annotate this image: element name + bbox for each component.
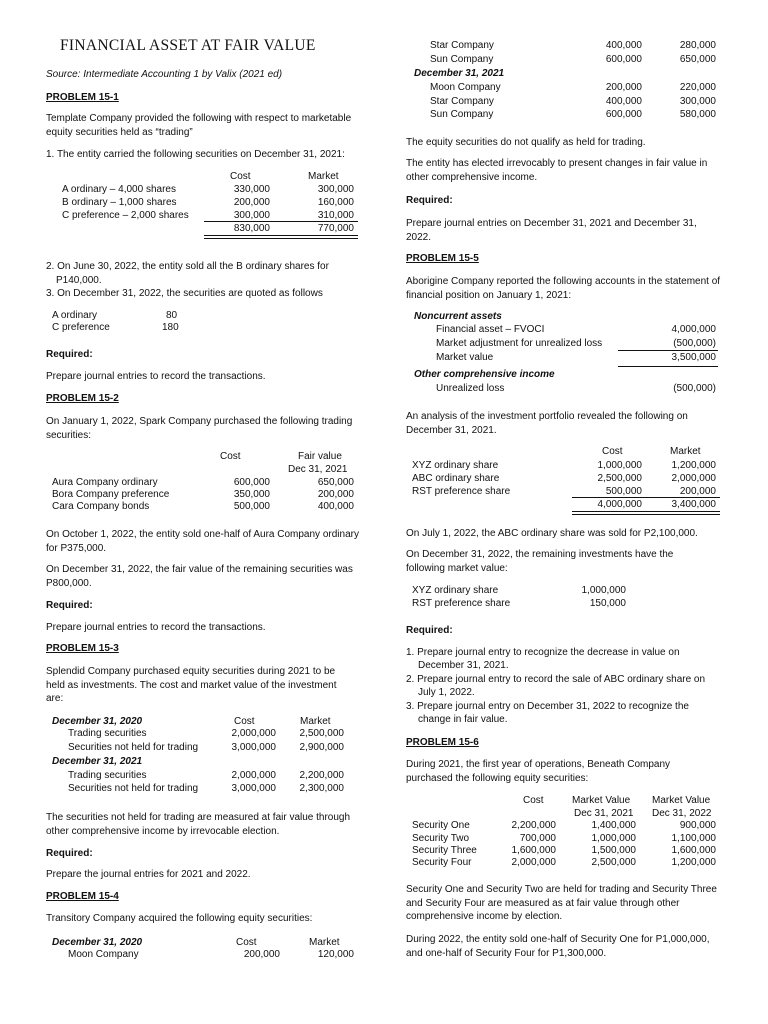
p5-para2: On December 31, 2022, the remaining investments have the following market value: [406, 549, 674, 574]
p1-item1: 1. The entity carried the following securities on December 31, 2021: [46, 149, 345, 160]
source-line: Source: Intermediate Accounting 1 by Valix (2021 ed) [46, 69, 283, 80]
p6-row-cost: 700,000 [519, 833, 556, 844]
p1-instruction: Prepare journal entries to record the transactions. [46, 371, 266, 382]
p5-row-cost: 1,000,000 [597, 460, 642, 471]
p2-para2: On December 31, 2022, the fair value of the remaining securities was P800,000. [46, 564, 353, 589]
p1-total-cost: 830,000 [233, 223, 270, 234]
p3-row-cost: 2,000,000 [231, 770, 276, 781]
p6-intro: During 2021, the first year of operations, Beneath Company purchased the following equity securities: [406, 759, 671, 784]
p4-row-cost: 400,000 [605, 96, 642, 107]
p1-row-name: B ordinary – 1,000 shares [62, 197, 177, 208]
p4-row-name: Sun Company [430, 54, 494, 65]
p3-row-market: 2,300,000 [299, 783, 344, 794]
p5-row-market: 1,200,000 [671, 460, 716, 471]
p3-row-name: Trading securities [68, 728, 147, 739]
p2-row-cost: 600,000 [233, 477, 270, 488]
p5-heading: PROBLEM 15-5 [406, 253, 479, 264]
p5-mv-value: 3,500,000 [671, 352, 716, 363]
p2-row-name: Aura Company ordinary [52, 477, 158, 488]
p6-row-name: Security Four [412, 857, 472, 868]
p5-mv-label: Market value [436, 352, 494, 363]
p4-row-name: Moon Company [430, 82, 501, 93]
p5-mv-row-name: XYZ ordinary share [412, 585, 499, 596]
p3-intro: Splendid Company purchased equity securities during 2021 to be held as investments. The cost and market value of the investment are: [46, 666, 337, 704]
p4-col-market: Market [309, 937, 340, 948]
p2-col-cost: Cost [220, 451, 241, 462]
p1-total-rule [204, 221, 358, 222]
p6-para2: During 2022, the entity sold one-half of Security One for P1,000,000, and one-half of Security Four for P1,300,000. [406, 934, 710, 959]
p6-row-mv1: 2,500,000 [591, 857, 636, 868]
p5-mv-row-value: 1,000,000 [581, 585, 626, 596]
p6-col-mv2-date: Dec 31, 2022 [652, 808, 712, 819]
p5-col-cost: Cost [602, 446, 623, 457]
p5-col-market: Market [670, 446, 701, 457]
p4-row-market: 580,000 [679, 109, 716, 120]
p5-double-rule [572, 511, 720, 515]
p4-row-market: 120,000 [317, 949, 354, 960]
p6-row-name: Security Three [412, 845, 477, 856]
p5-req2: 2. Prepare journal entry to record the sale of ABC ordinary share on [406, 674, 706, 685]
p2-row-fv: 650,000 [317, 477, 354, 488]
p4-row-cost: 400,000 [605, 40, 642, 51]
p6-row-mv2: 1,100,000 [671, 833, 716, 844]
p5-row-name: RST preference share [412, 486, 511, 497]
p5-ul-label: Unrealized loss [436, 383, 505, 394]
p5-req2-cont: July 1, 2022. [418, 687, 475, 698]
p1-row-name: C preference – 2,000 shares [62, 210, 189, 221]
p6-col-mv1: Market Value [572, 795, 631, 806]
p2-col-fv: Fair value [298, 451, 342, 462]
p1-row-cost: 330,000 [233, 184, 270, 195]
p3-required: Required: [46, 848, 93, 859]
p6-row-name: Security One [412, 820, 470, 831]
p3-heading: PROBLEM 15-3 [46, 643, 119, 654]
p2-para1: On October 1, 2022, the entity sold one-half of Aura Company ordinary for P375,000. [46, 529, 359, 554]
p6-col-mv1-date: Dec 31, 2021 [574, 808, 634, 819]
p4-para2: The entity has elected irrevocably to present changes in fair value in other comprehensive income. [406, 158, 708, 183]
p1-quote-name: A ordinary [52, 310, 98, 321]
p2-instruction: Prepare journal entries to record the transactions. [46, 622, 266, 633]
p5-req3: 3. Prepare journal entry on December 31, 2022 to recognize the [406, 701, 689, 712]
p4-para1: The equity securities do not qualify as held for trading. [406, 137, 646, 148]
p5-adj-label: Market adjustment for unrealized loss [436, 338, 603, 349]
p6-row-cost: 1,600,000 [511, 845, 556, 856]
p5-total-market: 3,400,000 [671, 499, 716, 510]
p6-col-mv2: Market Value [652, 795, 711, 806]
p4-row-cost: 200,000 [605, 82, 642, 93]
p4-row-market: 280,000 [679, 40, 716, 51]
p2-col-fv-date: Dec 31, 2021 [288, 464, 348, 475]
p1-col-cost: Cost [230, 171, 251, 182]
p4-date-2021: December 31, 2021 [414, 68, 505, 79]
p3-row-market: 2,500,000 [299, 728, 344, 739]
p5-req1: 1. Prepare journal entry to recognize the decrease in value on [406, 647, 680, 658]
p5-intro: Aborigine Company reported the following accounts in the statement of financial position on January 1, 2021: [406, 276, 721, 301]
p4-intro: Transitory Company acquired the following equity securities: [46, 913, 313, 924]
p4-row-cost: 600,000 [605, 54, 642, 65]
p1-double-rule [204, 235, 358, 239]
p3-para1: The securities not held for trading are measured at fair value through other comprehensive income by irrevocable election. [46, 812, 351, 837]
p3-row-name: Securities not held for trading [68, 783, 199, 794]
p1-quote-name: C preference [52, 322, 110, 333]
p2-row-cost: 500,000 [233, 501, 270, 512]
p4-row-name: Moon Company [68, 949, 139, 960]
p3-row-cost: 2,000,000 [231, 728, 276, 739]
p6-col-cost: Cost [523, 795, 544, 806]
p1-row-cost: 300,000 [233, 210, 270, 221]
p2-row-name: Cara Company bonds [52, 501, 150, 512]
p5-para1: On July 1, 2022, the ABC ordinary share was sold for P2,100,000. [406, 528, 698, 539]
p4-row-market: 220,000 [679, 82, 716, 93]
p5-noncurrent: Noncurrent assets [414, 311, 502, 322]
p3-row-market: 2,900,000 [299, 742, 344, 753]
p3-row-cost: 3,000,000 [231, 742, 276, 753]
p1-row-cost: 200,000 [233, 197, 270, 208]
p5-total-cost: 4,000,000 [597, 499, 642, 510]
p2-row-fv: 400,000 [317, 501, 354, 512]
p4-required: Required: [406, 195, 453, 206]
p1-row-market: 300,000 [317, 184, 354, 195]
p6-row-mv1: 1,500,000 [591, 845, 636, 856]
p5-row-name: ABC ordinary share [412, 473, 500, 484]
p5-mv-row-value: 150,000 [589, 598, 626, 609]
p4-row-name: Star Company [430, 40, 494, 51]
p4-row-name: Star Company [430, 96, 494, 107]
p5-row-market: 2,000,000 [671, 473, 716, 484]
p5-req1-cont: December 31, 2021. [418, 660, 509, 671]
p3-date-2020: December 31, 2020 [52, 716, 143, 727]
p1-total-market: 770,000 [317, 223, 354, 234]
p4-row-market: 300,000 [679, 96, 716, 107]
p4-row-cost: 200,000 [243, 949, 280, 960]
p5-mv-row-name: RST preference share [412, 598, 511, 609]
p6-row-mv1: 1,000,000 [591, 833, 636, 844]
p1-row-market: 160,000 [317, 197, 354, 208]
p5-analysis: An analysis of the investment portfolio revealed the following on December 31, 2021. [406, 411, 688, 436]
p1-col-market: Market [308, 171, 339, 182]
p6-row-mv1: 1,400,000 [591, 820, 636, 831]
p4-col-cost: Cost [236, 937, 257, 948]
p6-para1: Security One and Security Two are held for trading and Security Three and Security Four are measured as at fair value through other comprehensive income by election. [406, 884, 717, 922]
p2-row-cost: 350,000 [233, 489, 270, 500]
p6-row-mv2: 1,200,000 [671, 857, 716, 868]
p6-row-cost: 2,200,000 [511, 820, 556, 831]
p5-oci: Other comprehensive income [414, 369, 555, 380]
p2-heading: PROBLEM 15-2 [46, 393, 119, 404]
p3-row-name: Securities not held for trading [68, 742, 199, 753]
p6-heading: PROBLEM 15-6 [406, 737, 479, 748]
p3-row-cost: 3,000,000 [231, 783, 276, 794]
p6-row-mv2: 900,000 [679, 820, 716, 831]
p4-row-name: Sun Company [430, 109, 494, 120]
p6-row-name: Security Two [412, 833, 470, 844]
p5-fa-value: 4,000,000 [671, 324, 716, 335]
p3-col-market: Market [300, 716, 331, 727]
p4-row-market: 650,000 [679, 54, 716, 65]
p1-intro: Template Company provided the following with respect to marketable equity securities held as “trading” [46, 113, 352, 138]
p5-req3-cont: change in fair value. [418, 714, 508, 725]
p5-total-rule [572, 497, 720, 498]
p4-row-cost: 600,000 [605, 109, 642, 120]
p1-row-market: 310,000 [317, 210, 354, 221]
p5-row-name: XYZ ordinary share [412, 460, 499, 471]
p5-adj-value: (500,000) [673, 338, 716, 349]
p3-row-name: Trading securities [68, 770, 147, 781]
p2-intro: On January 1, 2022, Spark Company purchased the following trading securities: [46, 416, 353, 441]
p3-col-cost: Cost [234, 716, 255, 727]
p2-row-fv: 200,000 [317, 489, 354, 500]
p5-rule [618, 350, 718, 351]
p1-item2: 2. On June 30, 2022, the entity sold all the B ordinary shares for [46, 261, 329, 272]
p1-required: Required: [46, 349, 93, 360]
p2-row-name: Bora Company preference [52, 489, 170, 500]
document-title: FINANCIAL ASSET AT FAIR VALUE [60, 37, 316, 54]
p4-heading: PROBLEM 15-4 [46, 891, 119, 902]
p5-required: Required: [406, 625, 453, 636]
p5-rule [618, 366, 718, 367]
p4-date-2020: December 31, 2020 [52, 937, 143, 948]
p5-ul-value: (500,000) [673, 383, 716, 394]
p3-row-market: 2,200,000 [299, 770, 344, 781]
p1-item3: 3. On December 31, 2022, the securities are quoted as follows [46, 288, 323, 299]
p4-instruction: Prepare journal entries on December 31, 2021 and December 31, 2022. [406, 218, 697, 243]
p5-fa-label: Financial asset – FVOCI [436, 324, 545, 335]
p5-row-market: 200,000 [679, 486, 716, 497]
p1-item2-cont: P140,000. [56, 275, 102, 286]
p1-row-name: A ordinary – 4,000 shares [62, 184, 176, 195]
p1-heading: PROBLEM 15-1 [46, 92, 119, 103]
p2-required: Required: [46, 600, 93, 611]
p6-row-cost: 2,000,000 [511, 857, 556, 868]
p3-date-2021: December 31, 2021 [52, 756, 143, 767]
p6-row-mv2: 1,600,000 [671, 845, 716, 856]
p1-quote-value: 180 [162, 322, 179, 333]
p1-quote-value: 80 [166, 310, 178, 321]
p5-row-cost: 500,000 [605, 486, 642, 497]
p5-row-cost: 2,500,000 [597, 473, 642, 484]
p3-instruction: Prepare the journal entries for 2021 and 2022. [46, 869, 251, 880]
